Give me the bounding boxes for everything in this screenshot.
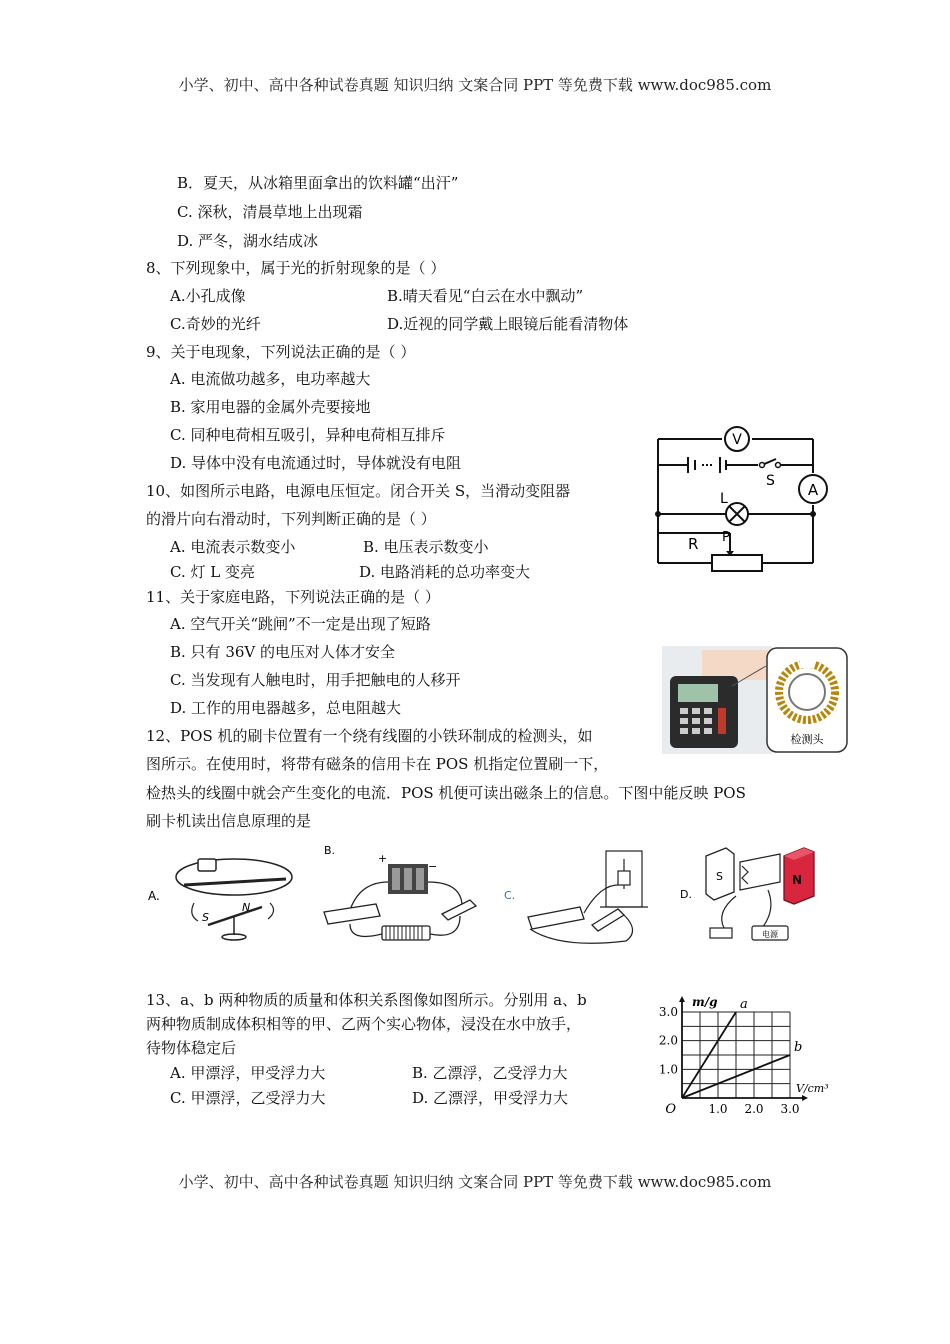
x-axis-label: V/cm³ [796,1082,829,1095]
q8-option-d: D.近视的同学戴上眼镜后能看清物体 [387,315,629,333]
q13-option-b: B. 乙漂浮，乙受浮力大 [412,1064,568,1082]
q10-option-c: C. 灯 L 变亮 [170,563,255,581]
rheostat-label: R [688,535,699,553]
switch-label: S [766,473,775,489]
q7-option-b: B．夏天，从冰箱里面拿出的饮料罐“出汗” [177,174,459,192]
q8-option-c: C.奇妙的光纤 [170,315,261,333]
q12-figure-b [320,842,490,950]
magnet-s-label: S [716,870,723,883]
page-footer: 小学、初中、高中各种试卷真题 知识归纳 文案合同 PPT 等免费下载 www.doc985.com [178,1173,772,1191]
x-tick-label: 1.0 [708,1102,728,1116]
q8-option-b: B.晴天看见“白云在水中飘动” [387,287,584,305]
y-tick-label: 2.0 [658,1033,678,1048]
battery-minus: − [428,860,438,873]
q12-stem-line2: 图所示。在使用时，将带有磁条的信用卡在 POS 机指定位置刷一下， [146,755,609,773]
option-a-label: A. [148,889,160,903]
needle-n-label: N [242,901,251,914]
detector-label: 检测头 [790,733,824,746]
battery-plus: + [378,852,388,865]
y-tick-label: 1.0 [658,1062,678,1077]
q11-option-a: A. 空气开关“跳闸”不一定是出现了短路 [170,615,431,633]
pos-machine-figure [662,646,850,754]
q9-option-a: A. 电流做功越多，电功率越大 [170,370,371,388]
series-label-a: a [740,997,748,1012]
q7-option-d: D. 严冬，湖水结成冰 [177,232,319,250]
mass-volume-chart [652,986,842,1122]
q13-stem-line1: 13、a、b 两种物质的质量和体积关系图像如图所示。分别用 a、b [146,991,587,1009]
q13-stem-line2: 两种物质制成体积相等的甲、乙两个实心物体，浸没在水中放手， [146,1015,582,1033]
voltmeter-label: V [732,432,742,448]
needle-s-label: S [202,911,209,924]
q8-stem: 8、下列现象中，属于光的折射现象的是（ ） [146,259,446,277]
q13-option-a: A. 甲漂浮，甲受浮力大 [170,1064,326,1082]
q11-option-d: D. 工作的用电器越多，总电阻越大 [170,699,402,717]
q9-option-d: D. 导体中没有电流通过时，导体就没有电阻 [170,454,462,472]
option-c-label: C. [504,889,516,902]
q12-stem-line3: 检热头的线圈中就会产生变化的电流．POS 机便可读出磁条上的信息。下图中能反映 POS [146,784,746,802]
q7-option-c: C. 深秋，清晨草地上出现霜 [177,203,363,221]
q13-option-d: D. 乙漂浮，甲受浮力大 [412,1089,569,1107]
q10-option-d: D. 电路消耗的总功率变大 [359,563,531,581]
option-b-label: B. [324,844,336,857]
q12-figure-a [146,845,306,945]
x-axis-arrow [802,1095,808,1101]
slider-label: P [722,530,730,545]
origin-label: O [665,1102,676,1117]
q10-option-b: B. 电压表示数变小 [363,538,489,556]
q9-option-b: B. 家用电器的金属外壳要接地 [170,398,371,416]
q10-stem-line1: 10、如图所示电路，电源电压恒定。闭合开关 S，当滑动变阻器 [146,482,571,500]
q11-option-c: C. 当发现有人触电时，用手把触电的人移开 [170,671,461,689]
lamp-label: L [720,491,728,507]
q10-option-a: A. 电流表示数变小 [170,538,296,556]
q12-figure-d [676,842,826,950]
y-tick-label: 3.0 [658,1005,678,1019]
y-axis-arrow [679,996,685,1002]
q12-stem-line4: 刷卡机读出信息原理的是 [146,812,312,830]
device-label: 电源 [762,930,778,939]
q9-option-c: C. 同种电荷相互吸引，异种电荷相互排斥 [170,426,446,444]
q12-stem-line1: 12、POS 机的刷卡位置有一个绕有线圈的小铁环制成的检测头，如 [146,727,593,745]
q13-stem-line3: 待物体稳定后 [146,1039,237,1057]
series-label-b: b [794,1040,803,1055]
magnet-n-label: N [792,873,803,887]
option-d-label: D. [680,888,692,901]
q9-stem: 9、关于电现象，下列说法正确的是（ ） [146,343,416,361]
q8-option-a: A.小孔成像 [170,287,246,305]
q11-stem: 11、关于家庭电路，下列说法正确的是（ ） [146,588,440,606]
q12-figure-c [500,845,650,950]
q13-option-c: C. 甲漂浮，乙受浮力大 [170,1089,326,1107]
ammeter-label: A [807,481,819,499]
y-axis-label: m/g [692,995,718,1009]
q10-stem-line2: 的滑片向右滑动时，下列判断正确的是（ ） [146,510,436,528]
chart-grid [682,1012,790,1098]
x-tick-label: 2.0 [744,1102,764,1116]
page-header: 小学、初中、高中各种试卷真题 知识归纳 文案合同 PPT 等免费下载 www.doc985.com [178,76,772,94]
q11-option-b: B. 只有 36V 的电压对人体才安全 [170,643,396,661]
circuit-diagram [630,423,830,578]
x-tick-label: 3.0 [780,1102,800,1116]
